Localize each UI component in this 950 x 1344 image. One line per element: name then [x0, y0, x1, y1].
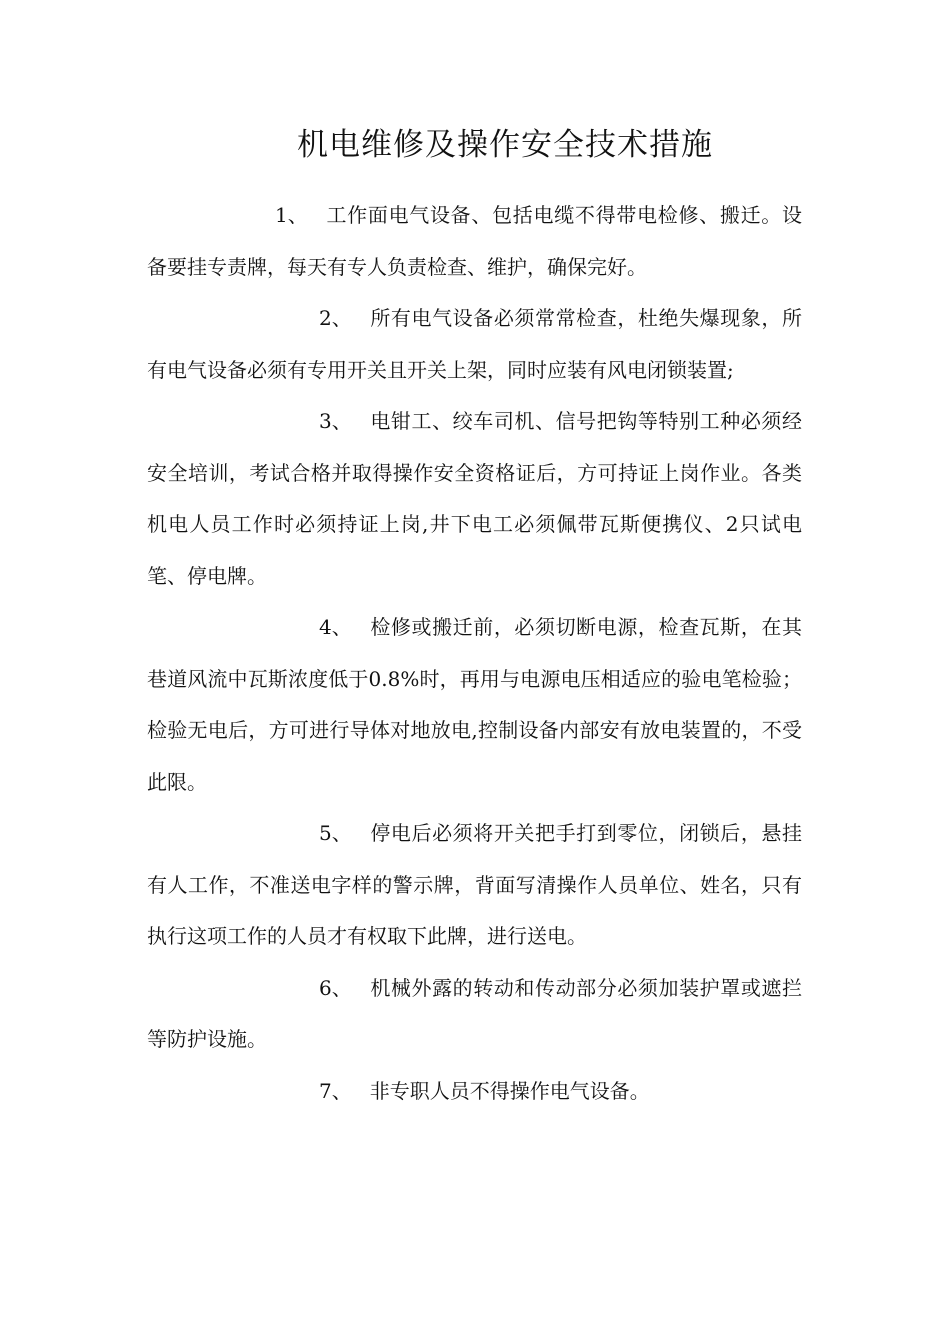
- item-number: 6、: [319, 975, 352, 1000]
- item-text: 检修或搬迁前，必须切断电源，检查瓦斯，在其巷道风流中瓦斯浓度低于0.8%时，再用与电源电压相适应的验电笔检验；检验无电后，方可进行导体对地放电,控制设备内部安有放电装置的，不受此限。: [147, 615, 802, 794]
- document-title: 机电维修及操作安全技术措施: [297, 127, 713, 163]
- item-text: 所有电气设备必须常常检查，杜绝失爆现象，所有电气设备必须有专用开关且开关上架，同时应装有风电闭锁装置;: [147, 306, 802, 382]
- item-text: 工作面电气设备、包括电缆不得带电检修、搬迁。设备要挂专责牌，每天有专人负责检查、维护，确保完好。: [147, 203, 802, 279]
- item-number: 2、: [319, 306, 352, 330]
- list-item: [147, 190, 802, 293]
- document-body: [147, 190, 802, 1117]
- item-text: 非专职人员不得操作电气设备。: [369, 1078, 650, 1103]
- list-item: [147, 963, 802, 1066]
- item-number: 1、: [275, 203, 308, 227]
- list-item: [147, 293, 802, 396]
- item-number: 4、: [319, 615, 352, 639]
- list-item: [147, 602, 802, 808]
- item-number: 5、: [319, 821, 352, 845]
- item-text: 机械外露的转动和传动部分必须加装护罩或遮拦等防护设施。: [147, 975, 802, 1051]
- item-text: 停电后必须将开关把手打到零位，闭锁后，悬挂有人工作，不准送电字样的警示牌，背面写清操作人员单位、姓名，只有执行这项工作的人员才有权取下此牌，进行送电。: [147, 821, 802, 948]
- item-number: 7、: [319, 1078, 352, 1103]
- list-item: [147, 808, 802, 963]
- list-item: [147, 1066, 802, 1118]
- list-item: [147, 396, 802, 602]
- item-text: 电钳工、绞车司机、信号把钩等特别工种必须经安全培训，考试合格并取得操作安全资格证后，方可持证上岗作业。各类机电人员工作时必须持证上岗,井下电工必须佩带瓦斯便携仪、2只试电笔、停电牌。: [147, 409, 802, 588]
- item-number: 3、: [319, 409, 352, 433]
